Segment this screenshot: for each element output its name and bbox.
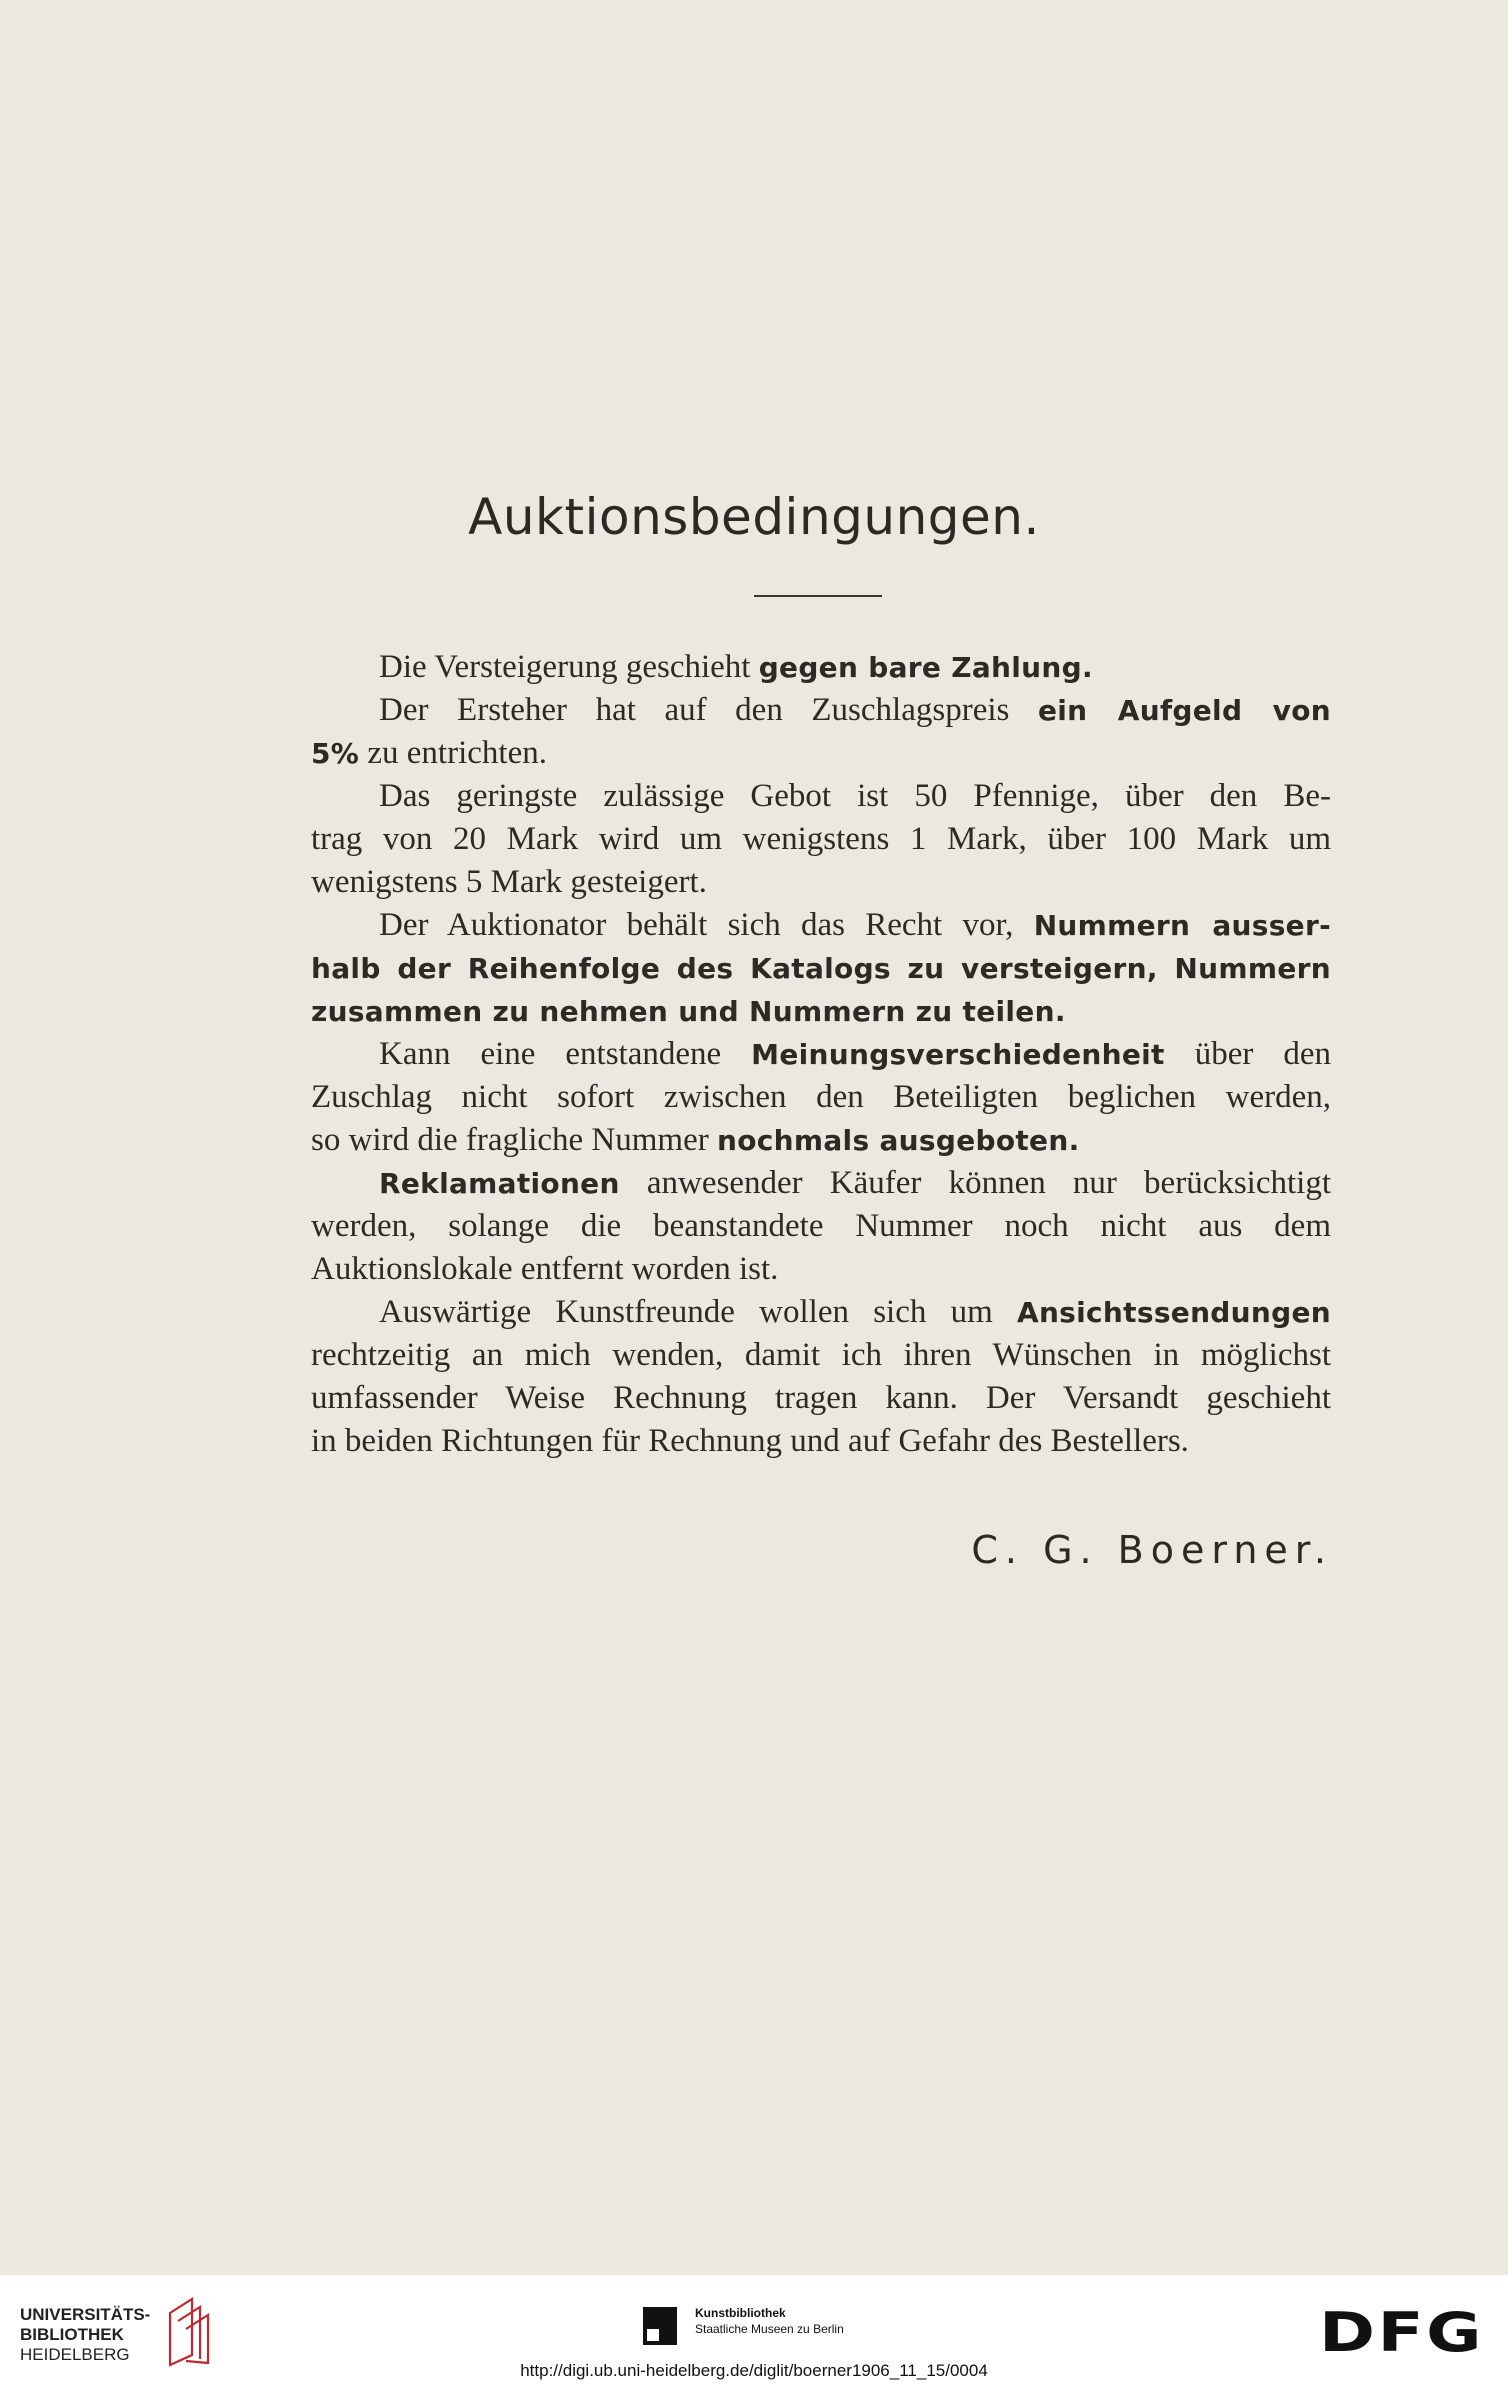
body-text: so wird die fragliche Nummer — [311, 1122, 717, 1158]
paragraph — [311, 775, 1331, 904]
body-text: Der Ersteher hat auf den Zuschlagspreis — [379, 692, 1038, 728]
emphasized-text: zusammen zu nehmen und Nummern zu teilen. — [311, 995, 1066, 1028]
digitization-footer — [0, 2275, 1508, 2385]
university-library-logo[interactable] — [20, 2305, 150, 2365]
emphasized-text: Meinungsverschiedenheit — [751, 1038, 1165, 1071]
library-name-line3: HEIDELBERG — [20, 2345, 130, 2364]
text-line — [311, 990, 1331, 1033]
body-text: Zuschlag nicht sofort zwischen den Beteiligten beglichen werden, — [311, 1079, 1331, 1115]
library-name-line1: UNIVERSITÄTS- — [20, 2305, 151, 2324]
emphasized-text: Nummern ausser- — [1033, 909, 1332, 942]
text-line — [311, 1334, 1331, 1377]
emphasized-text: nochmals ausgeboten. — [716, 1124, 1080, 1157]
emphasized-text: gegen bare Zahlung. — [758, 651, 1093, 684]
body-text: Die Versteigerung geschieht — [379, 649, 759, 685]
paragraph — [311, 689, 1331, 775]
body-text: zu entrichten. — [359, 735, 547, 771]
text-line — [311, 1420, 1331, 1463]
emphasized-text: Reklamationen — [379, 1167, 620, 1200]
body-text: Auktionslokale entfernt worden ist. — [311, 1251, 779, 1287]
text-line — [311, 732, 1331, 775]
body-text: wenigstens 5 Mark gesteigert. — [311, 864, 707, 900]
body-text: Kann eine entstandene — [379, 1036, 752, 1072]
paragraph — [311, 1033, 1331, 1162]
paragraph — [311, 1291, 1331, 1463]
body-text: werden, solange die beanstandete Nummer noch nicht aus dem — [311, 1208, 1331, 1244]
text-line — [311, 1291, 1331, 1334]
signature: C. G. Boerner. — [971, 1528, 1333, 1572]
text-line — [311, 947, 1331, 990]
text-line — [311, 646, 1331, 689]
museum-name-line1: Kunstbibliothek — [695, 2306, 786, 2320]
text-line — [311, 1205, 1331, 1248]
text-line — [311, 775, 1331, 818]
emphasized-text: 5% — [311, 737, 360, 770]
auction-conditions-text — [311, 646, 1331, 1463]
body-text: rechtzeitig an mich wenden, damit ich ihren Wünschen in möglichst — [311, 1337, 1331, 1373]
text-line — [311, 689, 1331, 732]
emphasized-text: ein Aufgeld von — [1037, 694, 1331, 727]
text-line — [311, 1377, 1331, 1420]
paragraph — [311, 904, 1331, 1033]
body-text: in beiden Richtungen für Rechnung und auf Gefahr des Bestellers. — [311, 1423, 1189, 1459]
university-library-emblem-icon — [162, 2295, 212, 2367]
museum-name-line2: Staatliche Museen zu Berlin — [695, 2322, 844, 2336]
body-text: Das geringste zulässige Gebot ist 50 Pfennige, über den Be- — [379, 778, 1331, 814]
text-line — [311, 1248, 1331, 1291]
body-text: über den — [1164, 1036, 1331, 1072]
text-line — [311, 861, 1331, 904]
text-line — [311, 1162, 1331, 1205]
body-text: Auswärtige Kunstfreunde wollen sich um — [379, 1294, 1017, 1330]
kunstbibliothek-emblem-icon — [643, 2307, 677, 2345]
dfg-logo[interactable]: DFG — [1318, 2301, 1484, 2364]
body-text: umfassender Weise Rechnung tragen kann. Der Versandt geschieht — [311, 1380, 1331, 1416]
page-title: Auktionsbedingungen. — [468, 488, 1040, 546]
emphasized-text: Ansichtssendungen — [1016, 1296, 1331, 1329]
text-line — [311, 1119, 1331, 1162]
paragraph — [311, 1162, 1331, 1291]
emphasized-text: halb der Reihenfolge des Katalogs zu versteigern, Nummern — [311, 952, 1331, 985]
text-line — [311, 904, 1331, 947]
body-text: Der Auktionator behält sich das Recht vor, — [379, 907, 1034, 943]
text-line — [311, 1033, 1331, 1076]
paragraph — [311, 646, 1331, 689]
text-line — [311, 818, 1331, 861]
library-name-line2: BIBLIOTHEK — [20, 2325, 124, 2344]
body-text: trag von 20 Mark wird um wenigstens 1 Mark, über 100 Mark um — [311, 821, 1331, 857]
body-text: anwesender Käufer können nur berücksichtigt — [619, 1165, 1331, 1201]
title-divider — [754, 595, 882, 597]
kunstbibliothek-logo[interactable] — [643, 2303, 953, 2353]
permalink-url[interactable]: http://digi.ub.uni-heidelberg.de/diglit/boerner1906_11_15/0004 — [520, 2361, 988, 2380]
text-line — [311, 1076, 1331, 1119]
